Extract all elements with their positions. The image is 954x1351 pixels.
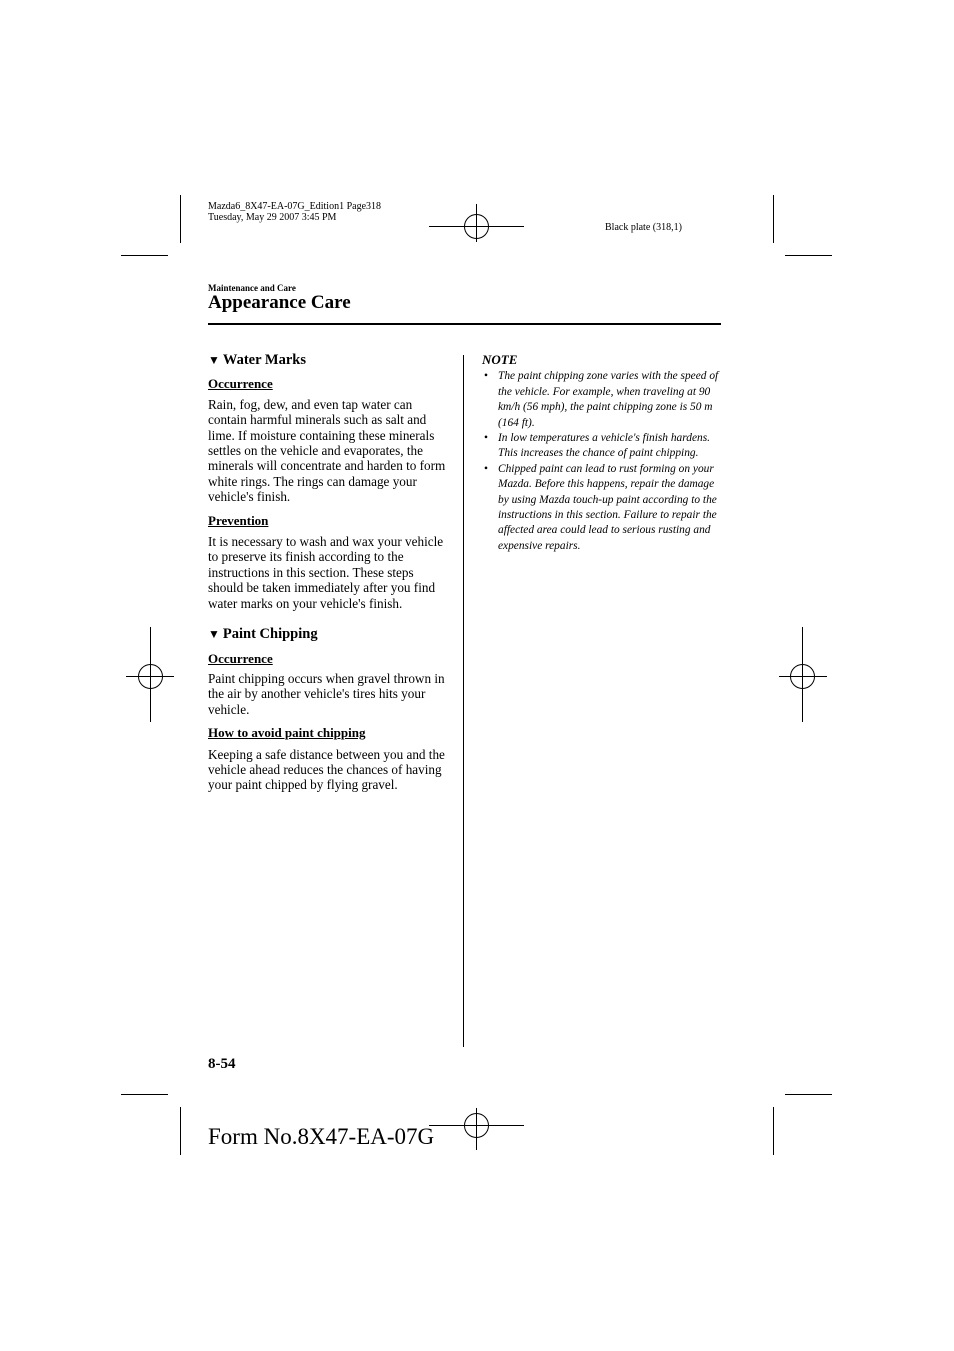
print-date-line: Tuesday, May 29 2007 3:45 PM [208, 212, 337, 223]
print-file-line: Mazda6_8X47-EA-07G_Edition1 Page318 [208, 201, 382, 212]
note-box [482, 352, 724, 554]
heading-text: Water Marks [222, 352, 306, 368]
note-item-text: In low temperatures a vehicle's finish hardens. This increases the chance of paint chipping. [498, 432, 710, 460]
page-title: Appearance Care [208, 292, 351, 313]
crop-mark [180, 195, 181, 243]
print-file-info [208, 201, 381, 223]
occurrence-subheading: Occurrence [208, 376, 273, 392]
prevention-subheading: Prevention [208, 512, 269, 528]
bullet-icon: • [484, 432, 488, 445]
black-plate-label: Black plate (318,1) [605, 222, 682, 233]
crop-mark [773, 1107, 774, 1155]
note-title: NOTE [482, 352, 518, 367]
water-marks-prevention-text: It is necessary to wash and wax your vehicle to preserve its finish according to the instructions in this section. These steps should be taken immediately after you find water marks on your vehicle's finish. [208, 534, 444, 611]
form-number: Form No.8X47-EA-07G [208, 1124, 435, 1149]
bullet-icon: • [484, 462, 488, 475]
crop-mark [180, 1107, 181, 1155]
crop-mark [785, 1094, 832, 1095]
crop-mark [773, 195, 774, 243]
note-list [482, 369, 724, 554]
avoid-chipping-text: Keeping a safe distance between you and the vehicle ahead reduces the chances of having your paint chipped by flying gravel. [208, 746, 445, 793]
occurrence-subheading: Occurrence [208, 650, 273, 666]
heading-text: Paint Chipping [222, 626, 318, 643]
crop-mark [785, 255, 832, 256]
triangle-marker-icon: ▼ [208, 353, 220, 367]
title-divider [208, 323, 721, 325]
section-label: Maintenance and Care [208, 283, 296, 293]
paint-chipping-occurrence-text: Paint chipping occurs when gravel thrown in the air by another vehicle's tires hits your vehicle. [208, 670, 445, 717]
avoid-chipping-subheading: How to avoid paint chipping [208, 725, 366, 741]
note-item-text: Chipped paint can lead to rust forming on your Mazda. Before this happens, repair the damage by using Mazda touch-up paint according to the instructions in this section. Failure to repair the affected area could lead to serious rusting and expensive repairs. [498, 462, 717, 552]
note-item [482, 431, 724, 462]
note-item [482, 369, 724, 431]
water-marks-occurrence-text: Rain, fog, dew, and even tap water can contain harmful minerals such as salt and lime. If moisture containing these minerals settles on the vehicle and evaporates, the minerals will concentrate and harden to form white rings. The rings can damage your vehicle's finish. [208, 396, 446, 505]
triangle-marker-icon: ▼ [208, 627, 220, 642]
paint-chipping-heading [208, 627, 450, 642]
water-marks-heading [208, 353, 450, 368]
bullet-icon: • [484, 370, 488, 383]
crop-mark [121, 255, 168, 256]
note-item [482, 462, 724, 554]
note-item-text: The paint chipping zone varies with the speed of the vehicle. For example, when traveling at 90 km/h (56 mph), the paint chipping zone is 50 m (164 ft). [498, 370, 719, 429]
column-divider [463, 355, 464, 1047]
left-column [208, 352, 450, 793]
crop-mark [121, 1094, 168, 1095]
page-number: 8-54 [208, 1056, 236, 1072]
